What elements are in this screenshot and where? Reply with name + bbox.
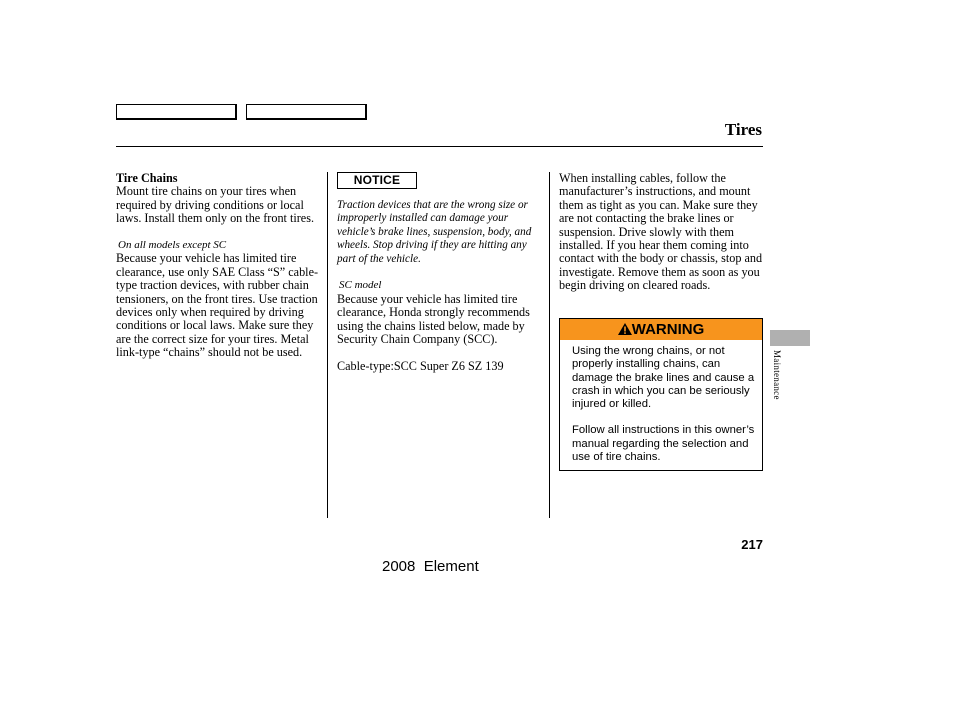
- warning-header: [560, 319, 762, 340]
- right-column: [559, 172, 763, 293]
- column-divider-1: [327, 172, 328, 518]
- warning-label: WARNING: [631, 321, 705, 338]
- paragraph: When installing cables, follow the manufacturer’s instructions, and mount them as tight as you can. Make sure they are not contacting the brake lines or suspension. Drive slowly with them installed. If you hear them coming into contact with the body or chassis, stop and investigate. Remove them as soon as you begin driving on cleared roads.: [559, 171, 763, 293]
- notice-label: NOTICE: [337, 172, 417, 189]
- section-tab[interactable]: [770, 330, 810, 346]
- model-subheading: SC model: [339, 279, 382, 292]
- warning-text: Follow all instructions in this owner’s manual regarding the selection and use of tire chains.: [572, 424, 755, 464]
- left-column: [116, 172, 322, 360]
- page-title: Tires: [724, 120, 762, 139]
- paragraph: Because your vehicle has limited tire clearance, use only SAE Class “S” cable-type traction devices, with rubber chain tensioners, on the front tires. Use traction devices only when required by driving conditions or local laws. Make sure they are the correct size for your tires. Metal link-type “chains” should not be used.: [116, 251, 319, 360]
- nav-button-index[interactable]: [246, 104, 367, 120]
- paragraph: Mount tire chains on your tires when required by driving conditions or local laws. Install them only on the front tires.: [116, 184, 315, 226]
- nav-button-contents[interactable]: [116, 104, 237, 120]
- warning-body: [572, 345, 758, 464]
- footer-model: 2008 Element: [382, 558, 479, 575]
- paragraph: Because your vehicle has limited tire clearance, Honda strongly recommends using the chains listed below, made by Security Chain Company (SCC).: [337, 291, 530, 347]
- section-heading: Tire Chains: [116, 171, 178, 185]
- paragraph: Cable-type:SCC Super Z6 SZ 139: [337, 358, 504, 373]
- page-number: 217: [741, 537, 763, 552]
- warning-box: [559, 318, 763, 471]
- section-label: Maintenance: [772, 350, 782, 400]
- middle-column: [337, 199, 543, 373]
- notice-text: Traction devices that are the wrong size or improperly installed can damage your vehicle’s brake lines, suspension, body, and wheels. Stop driving if they are hitting any part of the vehicle.: [337, 199, 532, 265]
- warning-text: Using the wrong chains, or not properly installing chains, can damage the brake lines and cause a crash in which you can be seriously injured or killed.: [572, 345, 755, 411]
- column-divider-2: [549, 172, 550, 518]
- header-divider: [116, 146, 763, 147]
- model-subheading: On all models except SC: [118, 239, 227, 252]
- warning-triangle-icon: [618, 323, 632, 335]
